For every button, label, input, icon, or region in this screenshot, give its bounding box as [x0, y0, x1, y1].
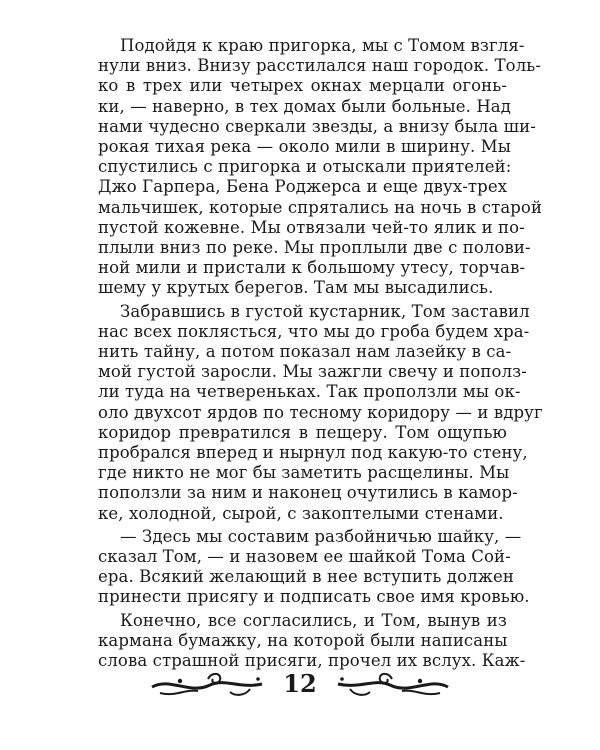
text-line: ке, холодной, сырой, с закоптелыми стенами.	[98, 503, 504, 523]
text-line: нули вниз. Внизу расстилался наш городок. Толь-	[98, 56, 542, 76]
text-line: ной мили и пристали к большому утесу, торчав-	[98, 258, 526, 278]
text-line: спустились с пригорка и отыскали приятелей:	[98, 157, 512, 177]
text-line: ли туда на четвереньках. Так проползли мы ок-	[98, 382, 521, 402]
text-line: оло двухсот ярдов по тесному коридору — и вдруг	[98, 402, 543, 422]
text-line: кармана бумажку, на которой были написаны	[98, 630, 508, 650]
text-line: шему у крутых берегов. Там мы высадились.	[98, 278, 494, 298]
text-line: Подойдя к краю пригорка, мы с Томом взгля-	[120, 36, 525, 55]
text-line: мальчишек, которые спрятались на ночь в старой	[98, 197, 543, 217]
text-line: пробрался вперед и нырнул под какую-то стену,	[98, 443, 528, 462]
page-number: 12	[283, 669, 317, 698]
text-line: плыли вниз по реке. Мы проплыли две с полови-	[98, 238, 531, 257]
text-line: мой густой заросли. Мы зажгли свечу и пополз-	[98, 362, 527, 382]
text-line: ера. Всякий желающий в нее вступить должен	[98, 567, 514, 587]
right-flourish-icon	[330, 667, 450, 701]
text-line: нами чудесно сверкали звезды, а внизу была ши-	[98, 116, 536, 136]
text-line: сказал Том, — и назовем ее шайкой Тома Сой-	[98, 547, 511, 566]
text-line: нас всех поклясться, что мы до гроба будем хра-	[98, 321, 530, 341]
text-line: нить тайну, а потом показал нам лазейку в са-	[98, 342, 512, 361]
text-line: Забравшись в густой кустарник, Том заставил	[120, 301, 530, 321]
text-line: пустой кожевне. Мы отвязали чей-то ялик и по-	[98, 217, 525, 237]
page-footer	[150, 667, 450, 701]
text-line: поползли за ним и наконец очутились в камор-	[98, 483, 518, 503]
text-line: ки, — наверно, в тех домах были больные. Над	[98, 96, 512, 116]
text-line: Джо Гарпера, Бена Роджерса и еще двух-трех	[98, 177, 508, 197]
text-line: принести присягу и подписать свое имя кровью.	[98, 587, 530, 607]
text-line: рокая тихая река — около мили в ширину. Мы	[98, 137, 511, 156]
text-line: коридор превратился в пещеру. Том ощупью	[98, 422, 507, 442]
text-line: слова страшной присяги, прочел их вслух. Каж-	[98, 651, 526, 670]
text-line: Конечно, все согласились, и Том, вынув из	[120, 610, 507, 630]
text-line: где никто не мог бы заметить расщелины. Мы	[98, 463, 510, 483]
text-line: — Здесь мы составим разбойничью шайку, —	[120, 526, 522, 546]
text-line: ко в трех или четырех окнах мерцали огонь-	[98, 76, 507, 96]
